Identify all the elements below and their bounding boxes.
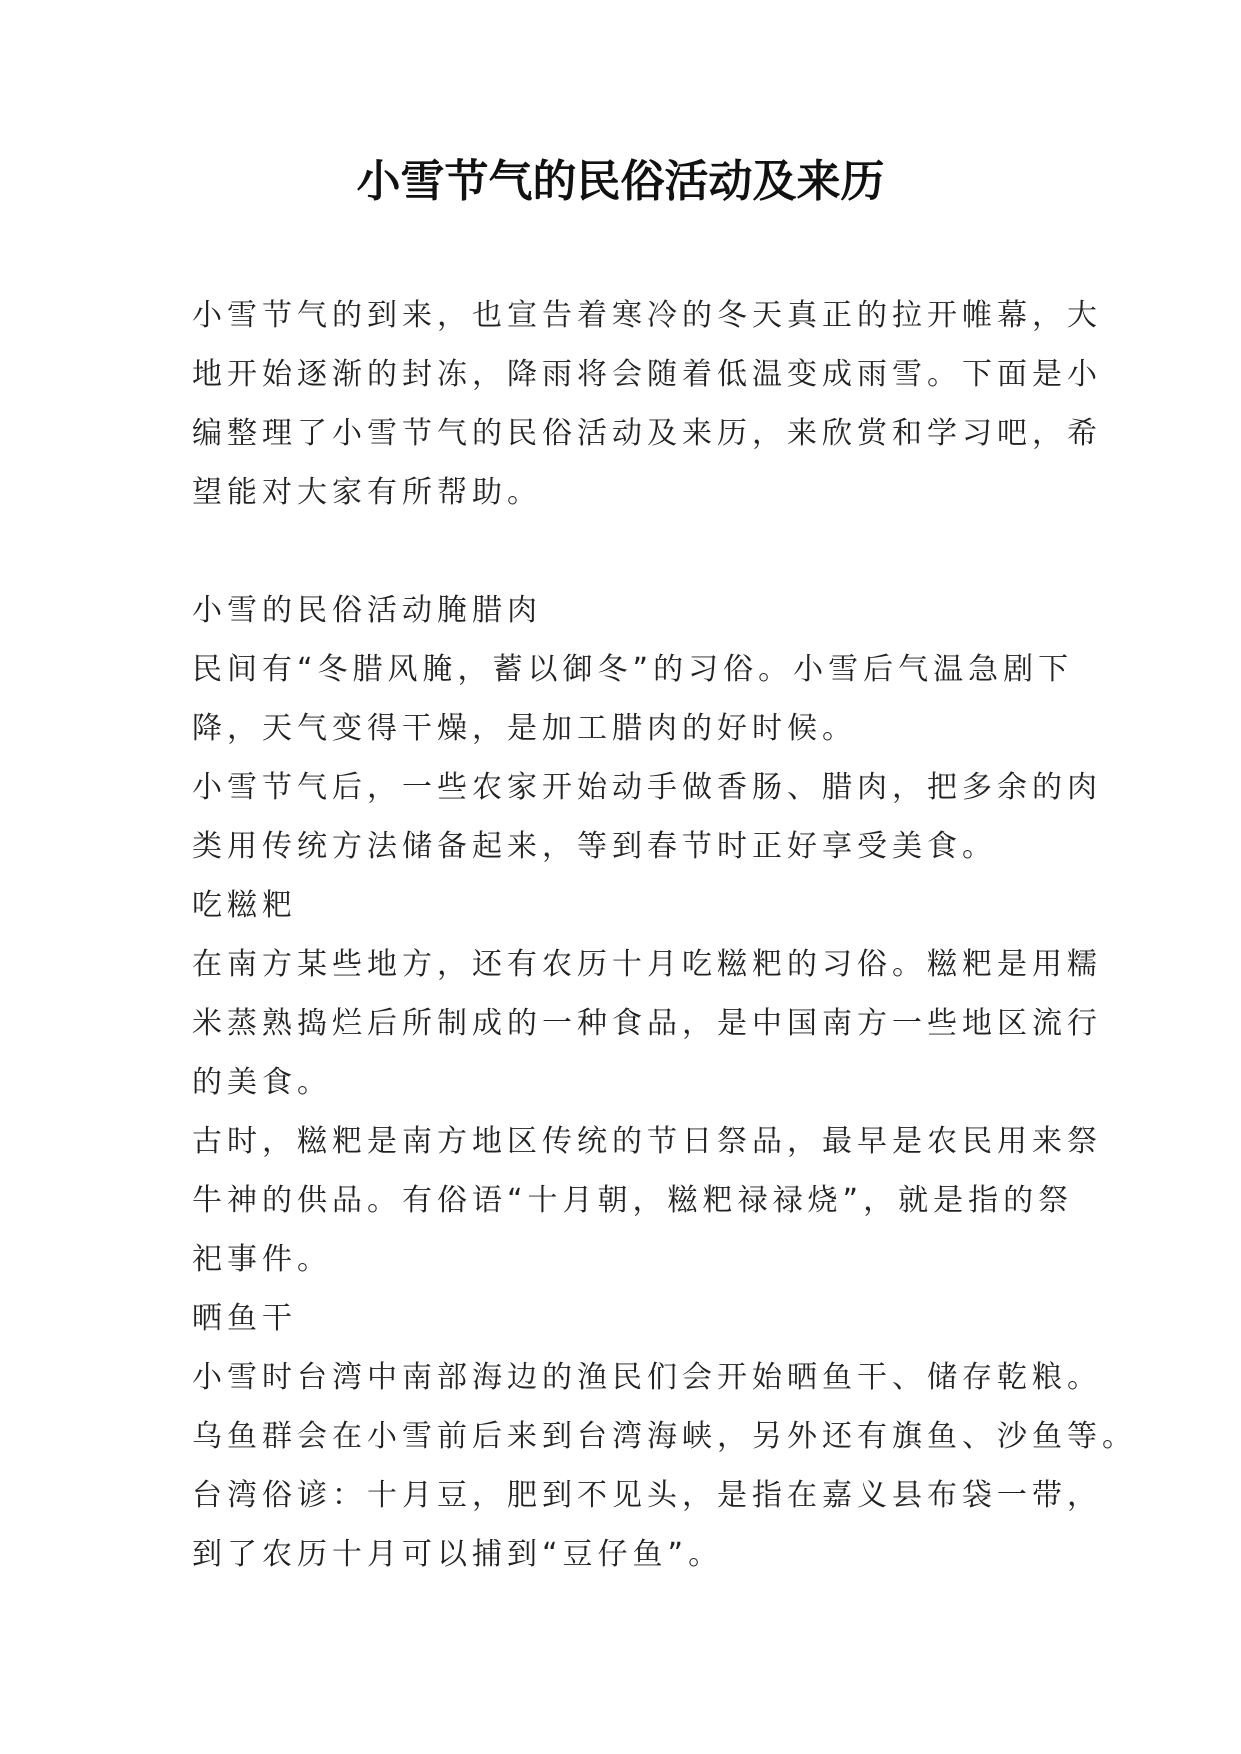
intro-paragraph [192,286,1102,522]
text-line: 吃糍粑 [192,888,297,923]
text-line: 民间有“冬腊风腌，蓄以御冬”的习俗。小雪后气温急剧下 [192,652,1074,687]
body-paragraph [192,935,1102,1112]
text-line: 到了农历十月可以捕到“豆仔鱼”。 [192,1537,724,1572]
section-heading-cured-meat [192,581,1072,640]
text-line: 祀事件。 [192,1242,332,1277]
text-line: 小雪节气后，一些农家开始动手做香肠、腊肉，把多余的肉 [192,770,1102,805]
text-line: 晒鱼干 [192,1301,297,1336]
text-line: 类用传统方法储备起来，等到春节时正好享受美食。 [192,829,997,864]
section-heading-ciba [192,876,1072,935]
text-line: 古时，糍粑是南方地区传统的节日祭品，最早是农民用来祭 [192,1124,1102,1159]
document-body [192,286,1137,1584]
section-heading-dried-fish [192,1289,1072,1348]
text-line: 米蒸熟捣烂后所制成的一种食品，是中国南方一些地区流行 [192,1006,1102,1041]
text-line: 小雪的民俗活动腌腊肉 [192,593,542,628]
body-paragraph [192,1112,1102,1289]
text-line: 望能对大家有所帮助。 [192,475,542,510]
paragraph-spacer [192,522,1072,581]
text-line: 编整理了小雪节气的民俗活动及来历，来欣赏和学习吧，希 [192,416,1102,451]
text-line: 牛神的供品。有俗语“十月朝，糍粑禄禄烧”，就是指的祭 [192,1183,1074,1218]
text-line: 在南方某些地方，还有农历十月吃糍粑的习俗。糍粑是用糯 [192,947,1102,982]
body-paragraph [192,758,1102,876]
text-line: 小雪节气的到来，也宣告着寒冷的冬天真正的拉开帷幕，大 [192,298,1102,333]
text-line: 地开始逐渐的封冻，降雨将会随着低温变成雨雪。下面是小 [192,357,1102,392]
text-line: 小雪时台湾中南部海边的渔民们会开始晒鱼干、储存乾粮。 [192,1360,1102,1395]
text-line: 的美食。 [192,1065,332,1100]
text-line: 台湾俗谚：十月豆，肥到不见头，是指在嘉义县布袋一带， [192,1478,1102,1513]
text-line: 降，天气变得干燥，是加工腊肉的好时候。 [192,711,857,746]
document-title: 小雪节气的民俗活动及来历 [356,156,885,207]
body-paragraph [192,1348,1137,1584]
body-paragraph [192,640,1072,758]
text-line: 乌鱼群会在小雪前后来到台湾海峡，另外还有旗鱼、沙鱼等。 [192,1419,1137,1454]
